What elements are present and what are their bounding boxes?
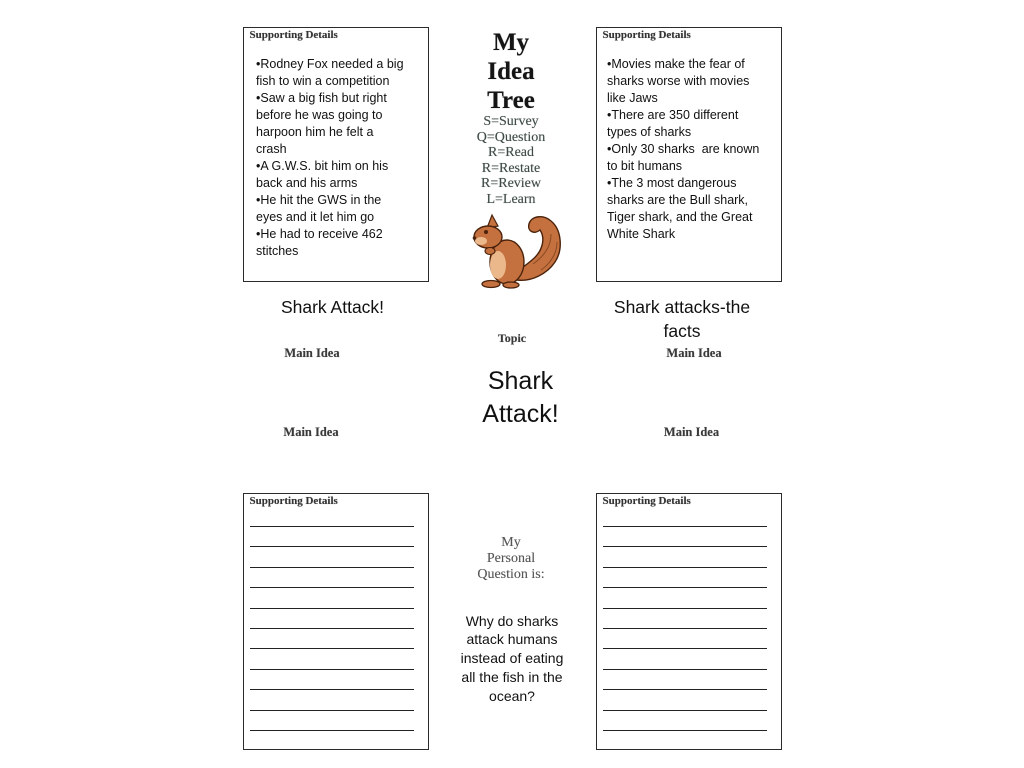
supporting-details-list [256,56,404,260]
squirrel-foot [503,282,519,288]
detail-bullet: •Saw a big fish but right before he was going to harpoon him he felt a crash [256,91,387,156]
main-idea-label: Main Idea [283,425,339,439]
squirrel-icon [471,212,563,289]
supporting-details-list [607,56,759,243]
main-idea-heading-right: Shark attacks-the facts [613,297,751,341]
legend-item: R=Read [488,145,534,161]
sqrrrl-legend [451,114,571,208]
squirrel-head [474,226,502,248]
detail-bullet: •He had to receive 462 stitches [256,227,383,258]
writing-line [250,608,414,609]
personal-question-text: Why do sharks attack humans instead of eating all the fish in the ocean? [460,612,564,704]
writing-line [250,628,414,629]
writing-line [603,710,767,711]
supporting-details-box-top-right [596,27,782,282]
legend-item: L=Learn [486,191,536,207]
writing-line [603,669,767,670]
writing-line [603,567,767,568]
writing-line [250,669,414,670]
detail-bullet: •There are 350 different types of sharks [607,108,739,139]
legend-item: R=Restate [481,160,541,176]
writing-line [250,730,414,731]
supporting-details-box-bottom-left [243,493,429,750]
squirrel-eye [484,230,488,234]
writing-line [250,587,414,588]
squirrel-paw [485,248,495,255]
supporting-details-header: Supporting Details [249,495,338,507]
detail-bullet: •A G.W.S. bit him on his back and his arms [256,159,389,190]
main-idea-label: Main Idea [284,346,340,360]
detail-bullet: •He hit the GWS in the eyes and it let him go [256,193,382,224]
writing-line [603,648,767,649]
writing-line [250,648,414,649]
writing-line [250,710,414,711]
writing-line [250,526,414,527]
main-idea-heading-left: Shark Attack! [280,297,385,317]
main-idea-label: Main Idea [666,346,722,360]
supporting-details-header: Supporting Details [602,495,691,507]
supporting-details-header: Supporting Details [602,29,691,41]
topic-text: Shark Attack! [482,366,559,428]
supporting-details-box-bottom-right [596,493,782,750]
legend-item: R=Review [481,176,541,192]
writing-line [603,689,767,690]
squirrel-nose [473,236,477,240]
writing-line [250,689,414,690]
writing-line [603,730,767,731]
squirrel-belly [490,251,506,279]
personal-question-label: My Personal Question is: [477,535,545,582]
writing-line [603,608,767,609]
writing-lines [603,526,767,738]
legend-item: S=Survey [483,114,539,129]
writing-line [603,526,767,527]
supporting-details-box-top-left [243,27,429,282]
legend-item: Q=Question [476,129,546,145]
writing-lines [250,526,414,738]
worksheet-title: My Idea Tree [487,28,535,114]
writing-line [603,628,767,629]
writing-line [603,546,767,547]
detail-bullet: •Movies make the fear of sharks worse with movies like Jaws [607,57,750,105]
main-idea-label: Main Idea [663,425,720,439]
writing-line [603,587,767,588]
writing-line [250,546,414,547]
writing-line [250,567,414,568]
detail-bullet: •Only 30 sharks are known to bit humans [607,142,760,173]
detail-bullet: •Rodney Fox needed a big fish to win a competition [256,57,404,88]
topic-label: Topic [497,331,527,345]
squirrel-foot [482,281,500,288]
supporting-details-header: Supporting Details [249,29,338,41]
detail-bullet: •The 3 most dangerous sharks are the Bull shark, Tiger shark, and the Great White Shark [607,176,753,241]
squirrel-cheek [475,237,487,245]
